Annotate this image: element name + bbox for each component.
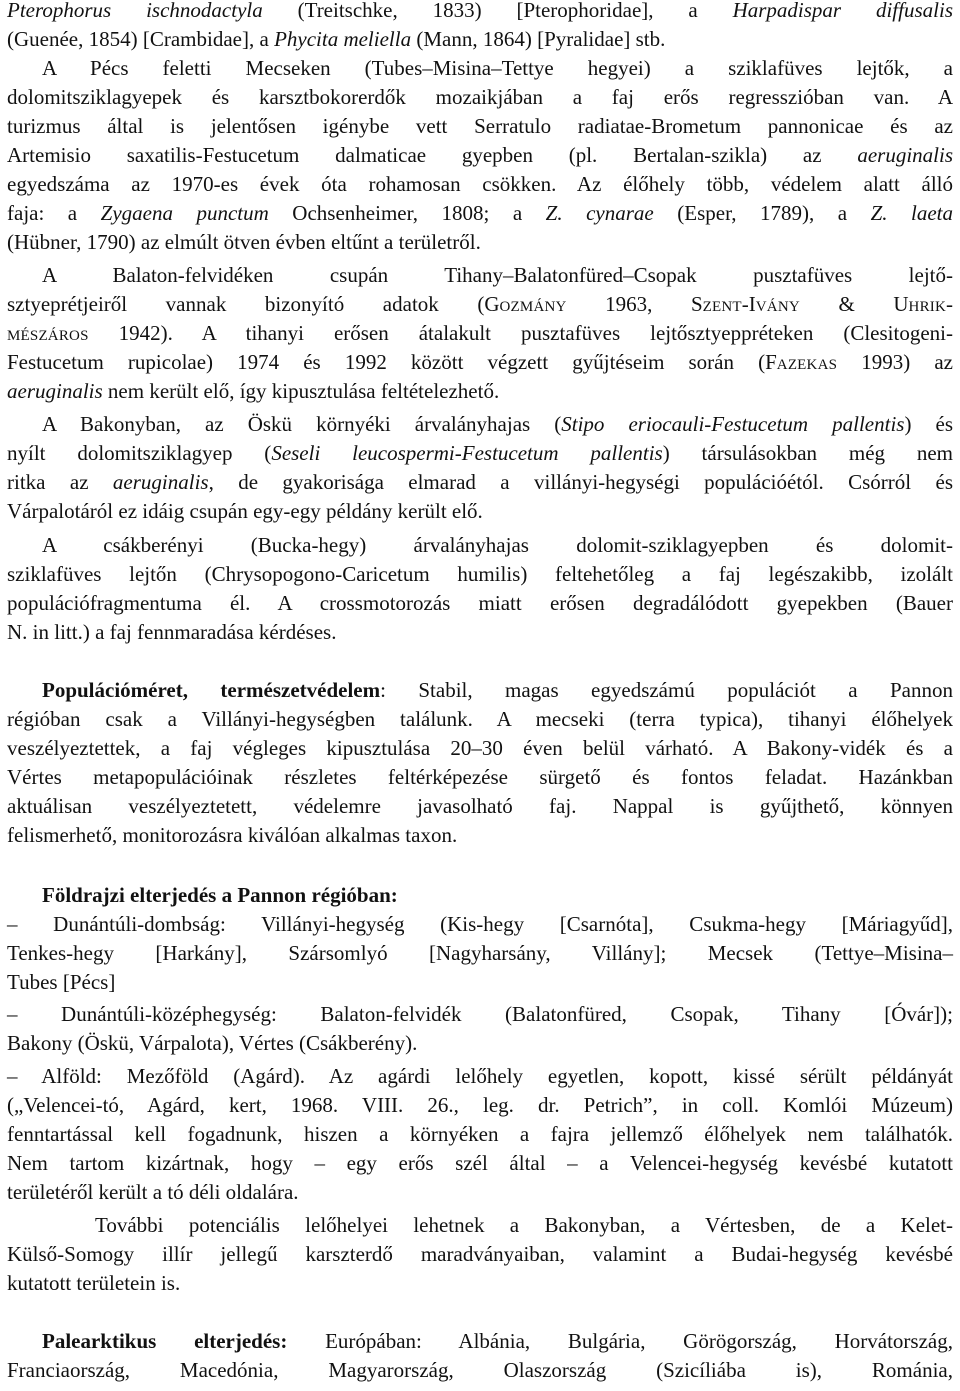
text-span: ritka az: [7, 470, 113, 494]
text-line: egyedszáma az 1970-es évek óta rohamosan csökken. Az élőhely több, védelem alatt álló: [7, 172, 953, 196]
text-line: A Pécs feletti Mecseken (Tubes–Misina–Tettye hegyei) a sziklafüves lejtők, a: [42, 56, 953, 80]
text-line: felismerhető, monitorozásra kiválóan alkalmas taxon.: [7, 823, 458, 847]
text-line: [7, 439, 953, 468]
text-span: nem került elő, így kipusztulása feltételezhető.: [102, 379, 500, 403]
species-name: Pterophorus ischnodactyla: [7, 0, 263, 22]
text-line: N. in litt.) a faj fennmaradása kérdéses.: [7, 620, 337, 644]
text-line: dolomitsziklagyepek és karsztbokorerdők mozaikjában a faj erős regresszióban van. A: [7, 85, 953, 109]
text-line: területéről került a tó déli oldalára.: [7, 1180, 299, 1204]
text-line: aktuálisan veszélyeztetett, védelemre javasolható faj. Nappal is gyűjthető, könnyen: [7, 794, 953, 818]
text-line: populációfragmentuma él. A crossmotorozás miatt erősen degradálódott gyepekben (Bauer: [7, 591, 953, 615]
author-name: VÁNY: [755, 299, 800, 315]
text-line: [7, 290, 953, 322]
text-line: („Velencei-tó, Agárd, kert, 1968. VIII. 26., leg. dr. Petrich”, in coll. Komlói Múzeum): [7, 1093, 953, 1117]
text-line: sziklafüves lejtőn (Chrysopogono-Caricetum humilis) feltehetőleg a faj legészakibb, izolált: [7, 562, 953, 586]
text-span: , de gyakorisága elmarad a villányi-hegységi populációétól. Csórról és: [208, 470, 954, 494]
section-heading: Földrajzi elterjedés a Pannon régióban:: [42, 883, 398, 907]
text-span: Festucetum rupicolae) 1974 és 1992 között végzett gyűjtéseim során (F: [7, 350, 777, 374]
text-line: (Hübner, 1790) az elmúlt ötven évben eltűnt a területről.: [7, 230, 481, 254]
text-span: 1963, S: [566, 292, 703, 316]
text-line: Várpalotáról ez idáig csupán egy-egy példány került elő.: [7, 499, 483, 523]
text-span: (Esper, 1789), a: [653, 201, 871, 225]
text-line: [7, 377, 953, 406]
text-span: (Treitschke, 1833) [Pterophoridae], a: [262, 0, 733, 22]
association-name: Stipo eriocauli-Festucetum pallentis: [561, 412, 905, 436]
author-name: ZENT: [702, 299, 742, 315]
text-span: Európában: Albánia, Bulgária, Görögország, Horvátország,: [287, 1329, 953, 1353]
text-span: ) és: [904, 412, 953, 436]
text-line: kutatott területein is.: [7, 1271, 181, 1295]
text-line: [7, 199, 953, 228]
text-line: Nem tartom kizártnak, hogy – egy erős szél által – a Velencei-hegység kevésbé kutatott: [7, 1151, 953, 1175]
text-line: – Dunántúli-dombság: Villányi-hegység (Kis-hegy [Csarnóta], Csukma-hegy [Máriagyűd],: [7, 912, 953, 936]
text-line: Vértes metapopulációinak részletes feltérképezése sürgető és fontos feladat. Hazánkban: [7, 765, 953, 789]
text-span: ) társulásokban még nem: [662, 441, 954, 465]
text-span: Ochsenheimer, 1808; a: [268, 201, 546, 225]
text-line: – Alföld: Mezőföld (Agárd). Az agárdi lelőhely egyetlen, kopott, kissé sérült példányát: [7, 1064, 953, 1088]
text-line: fenntartással kell fogadnunk, hiszen a környéken a fajra jellemző élőhelyek nem találhatók.: [7, 1122, 953, 1146]
text-line: Tubes [Pécs]: [7, 970, 116, 994]
text-line: [7, 25, 953, 54]
species-name: Z. laeta: [870, 201, 953, 225]
text-line: Tenkes-hegy [Harkány], Szársomlyó [Nagyharsány, Villány]; Mecsek (Tettye–Misina–: [7, 941, 953, 965]
text-line: veszélyeztettek, a faj végleges kipusztulása 20–30 éven belül várható. A Bakony-vidék és a: [7, 736, 953, 760]
text-span: A Bakonyban, az Öskü környéki árvalányhajas (: [42, 412, 562, 436]
text-line: A Balaton-felvidéken csupán Tihany–Balatonfüred–Csopak pusztafüves lejtő-: [42, 263, 953, 287]
text-line: [7, 881, 953, 910]
species-name: Phycita meliella: [274, 27, 412, 51]
text-span: & U: [799, 292, 909, 316]
text-span: -: [946, 292, 954, 316]
text-line: [7, 141, 953, 170]
species-name: Z. cynarae: [545, 201, 654, 225]
species-name: Harpadispar diffusalis: [732, 0, 953, 22]
text-line: További potenciális lelőhelyei lehetnek a Bakonyban, a Vértesben, de a Kelet-: [95, 1213, 953, 1237]
species-name: Zygaena punctum: [100, 201, 269, 225]
text-line: Franciaország, Macedónia, Magyarország, Olaszország (Szicíliába is), Románia,: [7, 1358, 953, 1382]
text-span: : Stabil, magas egyedszámú populációt a Pannon: [380, 678, 953, 702]
author-name: OZMÁNY: [499, 299, 567, 315]
text-line: [7, 468, 953, 497]
text-span: 1942). A tihanyi erősen átalakult pusztafüves lejtősztyeppréteken (Clesitogeni-: [88, 321, 953, 345]
species-name: aeruginalis: [112, 470, 209, 494]
author-name: AZEKAS: [776, 357, 838, 373]
text-line: [7, 0, 953, 25]
text-span: (Guenée, 1854) [Crambidae], a: [7, 27, 275, 51]
author-name: MÉSZÁROS: [7, 328, 89, 344]
text-line: [7, 348, 953, 380]
text-line: [7, 410, 953, 439]
author-name: HRIK: [908, 299, 947, 315]
text-span: (Mann, 1864) [Pyralidae] stb.: [411, 27, 666, 51]
text-line: A csákberényi (Bucka-hegy) árvalányhajas dolomit-sziklagyepben és dolomit-: [42, 533, 953, 557]
text-line: turizmus által is jelentősen igénybe vett Serratulo radiatae-Brometum pannonicae és az: [7, 114, 953, 138]
text-span: sztyeprétjeiről vannak bizonyító adatok (G: [7, 292, 500, 316]
text-line: régióban csak a Villányi-hegységben találunk. A mecseki (terra typica), tihanyi élőhelyek: [7, 707, 953, 731]
text-line: [7, 1327, 953, 1356]
section-heading: Palearktikus elterjedés:: [42, 1329, 288, 1353]
text-line: – Dunántúli-középhegység: Balaton-felvidék (Balatonfüred, Csopak, Tihany [Óvár]);: [7, 1002, 953, 1026]
text-span: 1993) az: [837, 350, 953, 374]
section-heading: Populációméret, természetvédelem: [42, 678, 381, 702]
text-line: Bakony (Öskü, Várpalota), Vértes (Csákberény).: [7, 1031, 418, 1055]
text-span: faja: a: [7, 201, 101, 225]
text-span: nyílt dolomitsziklagyep (: [7, 441, 272, 465]
text-span: -I: [741, 292, 756, 316]
text-span: Artemisio saxatilis-Festucetum dalmaticae gyepben (pl. Bertalan-szikla) az: [7, 143, 858, 167]
text-line: [7, 676, 953, 705]
species-name: aeruginalis: [857, 143, 953, 167]
species-name: aeruginalis: [7, 379, 103, 403]
text-line: [7, 319, 953, 351]
association-name: Seseli leucospermi-Festucetum pallentis: [271, 441, 663, 465]
text-line: Külső-Somogy illír jellegű karszterdő maradványaiban, valamint a Budai-hegység kevésbé: [7, 1242, 953, 1266]
